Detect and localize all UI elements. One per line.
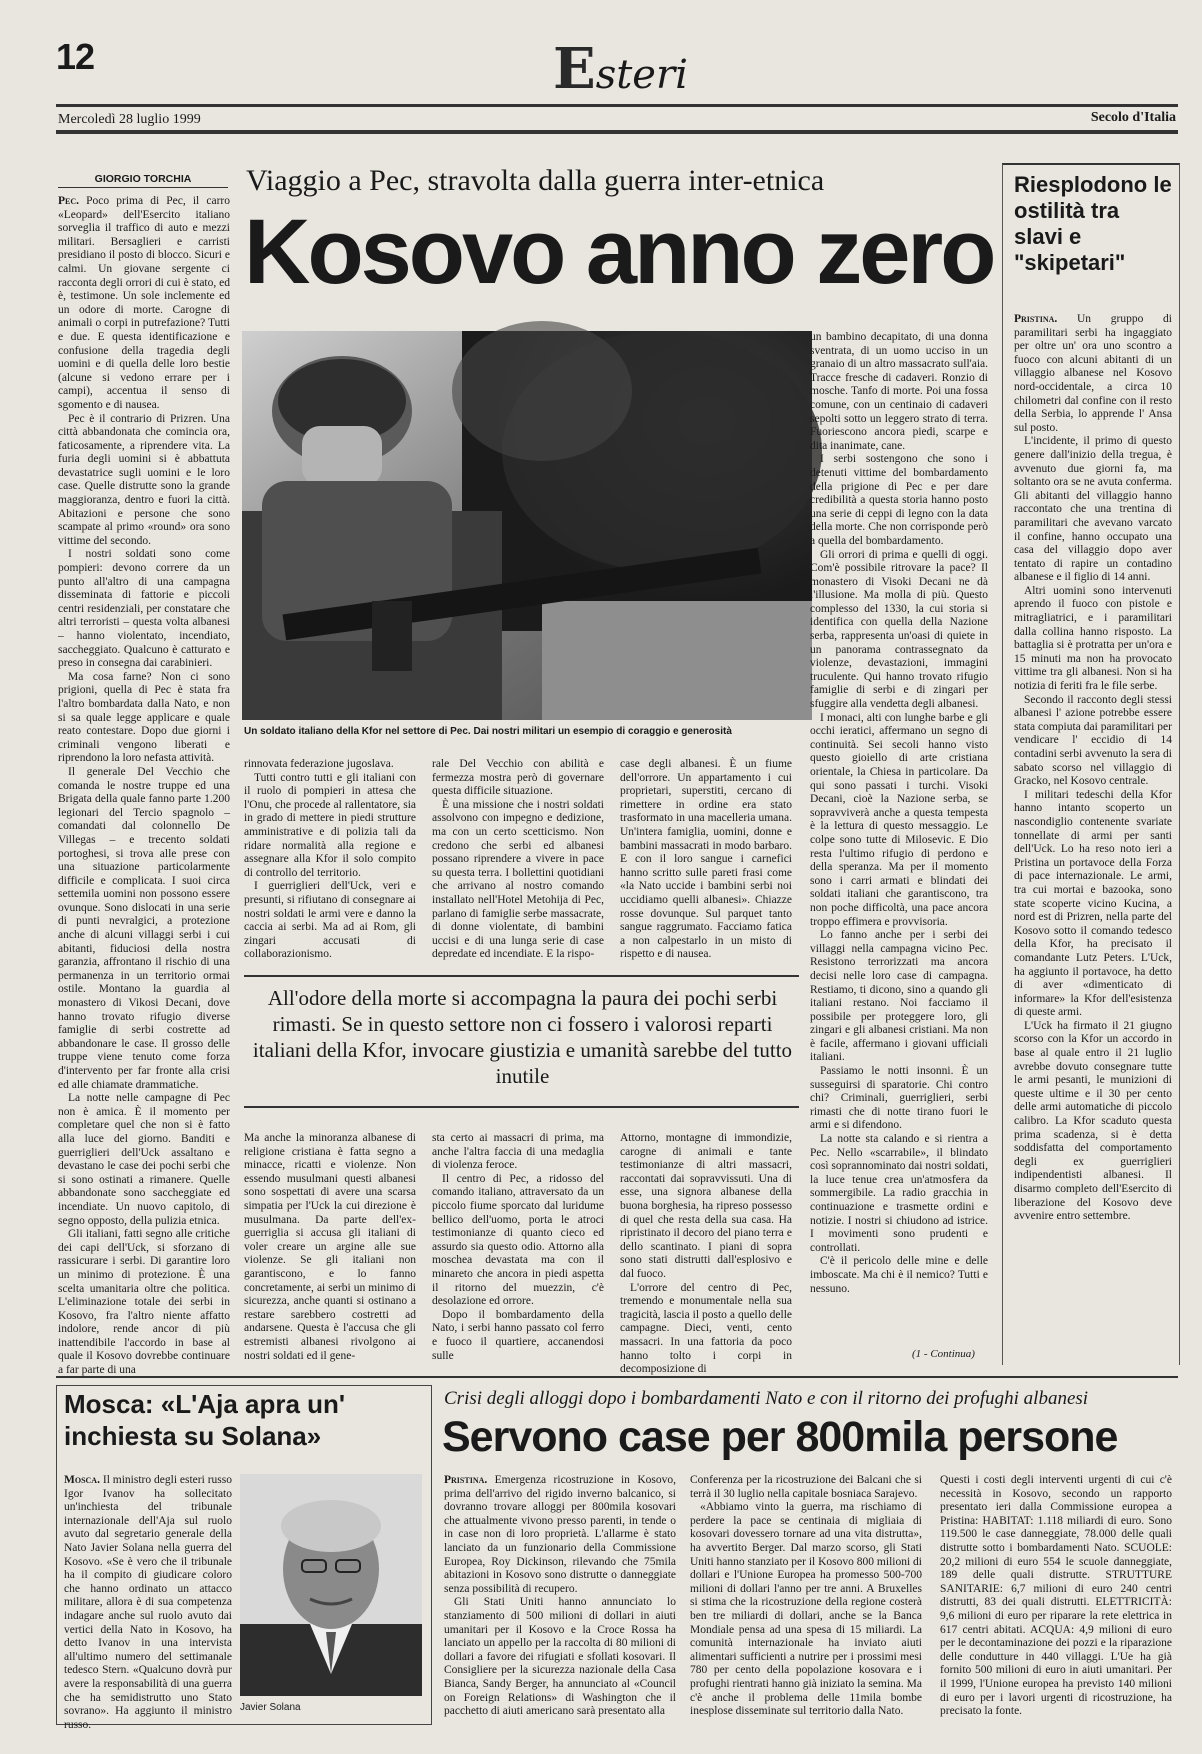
paragraph-text: L'incidente, il primo di questo genere dall'inizio della tregua, è avvenuto due giorni fa, ma soltanto ora se ne avuta conferma. Gli abitanti del villaggio hanno raccontato che una trentina di paramilitari che avevano varcato il confine, hanno occupato una casa del villaggio dopo aver tentato di rapire un contadino albanese e il figlio di 14 anni.: [1014, 435, 1172, 584]
paragraph: [1014, 435, 1172, 585]
paragraph-text: Ma cosa farne? Non ci sono prigioni, quella di Pec è stata fra l'altro bombardata dalla Nato, e non si sa quale legge applicare e quale reato contestare. Dopo due giorni i criminali vengono liberati e riprendono la loro nefasta attività.: [58, 670, 230, 765]
author-byline: GIORGIO TORCHIA: [58, 173, 228, 188]
paragraph-text: «Abbiamo vinto la guerra, ma rischiamo di perdere la pace se centinaia di migliaia di kosovari dovessero tornare ad una vita distrutta», ha avvertito Berger. Dal marzo scorso, gli Stati Uniti hanno stanziato per il Kosovo 800 milioni di dollari e l'Unione Europea ha promesso 500-700 milioni di dollari l'anno per tre anni. A Bruxelles si stima che la ricostruzione della regione costerà ben tre miliardi di dollari, anche se la Banca Mondiale pensa ad una spesa di 15 miliardi. La comunità internazionale ha inviato aiuti alimentari sufficienti a nutrire per i prossimi mesi 780 per cento della popolazione kosovara e i profughi rientrati hanno già iniziato la semina. Ma c'è anche il problema delle 11mila bombe inesplose disseminate sul territorio dalla Nato.: [690, 1501, 922, 1718]
paragraph-text: L'Uck ha firmato il 21 giugno scorso con la Kfor un accordo in base al quale entro il 21 luglio avrebbe dovuto consegnare tutte le armi pesanti, le munizioni di queste ultime e il 30 per cento delle armi automatiche di piccolo calibro. La Kfor scaduto questa prima scadenza, si è detta soddisfatta del comportamento degli ex guerriglieri indipendentisti albanesi. Il disarmo completo dell'Esercito di liberazione del Kosovo deve avvenire entro settembre.: [1014, 1019, 1172, 1223]
paragraph-text: I guerriglieri dell'Uck, veri e presunti, si rifiutano di consegnare ai nostri soldati le armi vere e danno la caccia ai serbi. Ma ad ai Rom, gli zingari accusati di collaborazionismo.: [244, 880, 416, 961]
mosca-body: [64, 1474, 232, 1731]
paragraph: [58, 1092, 230, 1228]
paragraph: [58, 413, 230, 549]
paragraph: [810, 929, 988, 1065]
paragraph: [690, 1474, 922, 1501]
section-rest: steri: [595, 52, 688, 98]
main-col2: [244, 758, 416, 968]
dateline: Mosca.: [64, 1474, 100, 1486]
header-newspaper: Secolo d'Italia: [1090, 110, 1176, 125]
paragraph-text: L'orrore del centro di Pec, tremendo e monumentale nella sua tragicità, lascia il posto a quello delle campagne. Dieci, venti, cento massacri. In una fattoria da poco hanno tolto i corpi in decomposizione di: [620, 1281, 792, 1376]
paragraph-text: Pec è il contrario di Prizren. Una città abbandonata che comincia ora, faticosamente, a riprendere vita. La furia degli uomini si è abbattuta devastatrice sugli uomini e le loro case. Quelle distrutte sono la grande maggioranza, dentro e fuori la città. Abitazioni e persone che sono scampate al primo «round» ora sono vittime del secondo.: [58, 412, 230, 547]
lower-col2: [432, 1132, 604, 1360]
paragraph: [810, 549, 988, 712]
paragraph: [432, 1173, 604, 1309]
main-headline: Kosovo anno zero: [244, 201, 994, 303]
paragraph-text: Emergenza ricostruzione in Kosovo, prima dell'arrivo del rigido inverno balcanico, si dovranno trovare alloggi per 800mila kosovari che attualmente vivono presso parenti, in tende o in case non di loro proprietà. L'allarme è stato lanciato da un funzionario della Commissione Europea, Roy Dickinson, rilevando che 75mila abitazioni in Kosovo sono distrutte o danneggiate senza possibilità di recupero.: [444, 1474, 676, 1595]
header-rule-top: [56, 104, 1178, 107]
paragraph: [620, 1132, 792, 1282]
paragraph: [58, 548, 230, 670]
soldier-photo: [242, 331, 812, 720]
mosca-headline: Mosca: «L'Aja apra un' inchiesta su Solana»: [64, 1389, 346, 1451]
paragraph: [810, 1133, 988, 1255]
housing-col2: [690, 1474, 922, 1749]
paragraph: [432, 758, 604, 799]
paragraph-text: La notte nelle campagne di Pec non è amica. È il momento per completare quel che non si è fatto alla luce del giorno. Banditi e guerriglieri dell'Uck assaltano e devastano le case dei pochi serbi che si sono ostinati a rimanere. Quelle abbandonate sono saccheggiate ed incendiate. Un nuovo capitolo, di segno opposto, della pulizia etnica.: [58, 1092, 230, 1227]
paragraph-text: rinnovata federazione jugoslava.: [244, 758, 394, 770]
paragraph-text: Un gruppo di paramilitari serbi ha ingaggiato per oltre un' ora uno scontro a fuoco con alcuni abitanti di un villaggio albanese nel Kosovo nord-occidentale, a circa 10 chilometri dal confine con il resto della Serbia, lo apprende l' Ansa sul posto.: [1014, 313, 1172, 434]
paragraph-text: Passiamo le notti insonni. È un susseguirsi di sparatorie. Chi contro chi? Criminali, guerriglieri, serbi rimasti che di notte tirano fuori le armi e si difendono.: [810, 1065, 988, 1132]
paragraph-text: Attorno, montagne di immondizie, carogne di animali e tante testimonianze di altri massacri, raccontati dai sopravvissuti. Una di esse, una signora albanese della buona borghesia, ha ripreso possesso di quel che resta della sua casa. Ha ripristinato il decoro del piano terra e dello scantinato. I piani di sopra sono stati distrutti dall'esplosivo e dal fuoco.: [620, 1132, 792, 1280]
paragraph: [810, 1255, 988, 1296]
paragraph: [444, 1596, 676, 1718]
paragraph-text: un bambino decapitato, di una donna sventrata, di un uomo ucciso in un granaio di un altro massacrato sull'aia. Tracce fresche di cadaveri. Ronzio di mosche. Tanfo di morte. Poi una fossa comune, con un centinaio di cadaveri sepolti sotto un leggero strato di terra. Fuoriescono ancora piedi, scarpe e dita inanimate, cane.: [810, 331, 988, 452]
paragraph-text: È una missione che i nostri soldati assolvono con impegno e dedizione, ma con un certo scetticismo. Non credono che serbi ed albanesi possano riprendere a vivere in pace su questa terra. I bollettini quotidiani che arrivano al nostro comando installato nell'Hotel Metohija di Pec, parlano di famiglie serbe massacrate, di donne violentate, di bambini uccisi e di una lunga serie di case depredate ed incendiate. E la rispo-: [432, 798, 604, 961]
paragraph-text: Il ministro degli esteri russo Igor Ivanov ha sollecitato un'inchiesta del tribunale internazionale dell'Aja sul ruolo avuto dal segretario generale della Nato Javier Solana nella guerra del Kosovo. «Se è vero che il tribunale ha il compito di giudicare coloro che hanno ordinato un attacco militare, allora è di sua competenza indagare anche sul ruolo avuto dai vertici della Nato in Kosovo, ha detto Ivanov in una intervista all'ultimo numero del settimanale tedesco Stern. «Qualcuno dovrà pur avere la responsabilità di una guerra che ha semidistrutto uno Stato sovrano». Ha aggiunto il ministro russo.: [64, 1474, 232, 1731]
paragraph: [810, 331, 988, 453]
main-col5: [810, 331, 988, 1346]
paragraph-text: I monaci, alti con lunghe barbe e gli occhi ieratici, affermano un segno di continuità. Sei secoli hanno visto questo gioiello di arte cristiana orientale, la Chiesa in particolare. Da qui sono passati i turchi. Visoki Decani, cioè la Nazione serba, se sopravviverà anche a questa tempesta è la lettura di questo messaggio. Le colpe sono tutte di Milosevic. E Dio resta l'ultimo rifugio di perdono e della speranza. Ma per il momento sono i carri armati e blindati dei soldati italiani che garantiscono, tra non poche difficoltà, una pace ancora troppo effimera e provvisoria.: [810, 711, 988, 928]
paragraph-text: I nostri soldati sono come pompieri: devono correre da un punto all'altro di una campagna disseminata di fattorie e piccoli centri residenziali, per constatare che altri terroristi – questa volta albanesi – hanno violentato, incendiato, saccheggiato. Qualcuno è catturato e preso in consegna dai carabinieri.: [58, 548, 230, 670]
paragraph: [244, 758, 416, 772]
paragraph-text: Il generale Del Vecchio che comanda le nostre truppe ed una Brigata della quale fanno parte 1.200 legionari del Tercio spagnolo – comandati dal colonnello De Villegas – e trecento soldati portoghesi, si trova alle prese con una situazione particolarmente difficile e complicata. I suoi circa settemila uomini non possono essere ovunque. Sono dislocati in una serie di punti nevralgici, a protezione anche di alcuni villaggi serbi i cui abitanti, fiduciosi della nostra garanzia, affrontano il rischio di una permanenza in un territorio ormai ostile. Montano la guardia al monastero di Vikosi Decani, dove hanno trovato rifugio diverse famiglie di serbi costrette ad abbandonare le case. Il grosso delle truppe viene tenuto come forza d'intervento per far fronte alla crisi ed alle chiamate drammatiche.: [58, 765, 230, 1091]
lower-col3: [620, 1132, 792, 1376]
sidebar-body: [1014, 313, 1172, 1353]
dateline: Pristina.: [1014, 313, 1058, 325]
paragraph-text: Altri uomini sono intervenuti aprendo il fuoco con pistole e mitragliatrici, e i paramilitari dalla collina hanno risposto. La battaglia si è protratta per un'ora e 15 minuti ma non ha provocato vittime tra gli albanesi. Non si ha notizia di feriti fra le file serbe.: [1014, 584, 1172, 693]
paragraph-text: Il centro di Pec, a ridosso del comando italiano, attraversato da un piccolo fiume sporcato dal luridume bellico dell'uomo, porta le atroci testimonianze di quanto cieco ed assurdo sia questo odio. Attorno alla moschea devastata ma con il minareto che ancora in piedi aspetta il ritorno del muezzin, c'è desolazione ed orrore.: [432, 1172, 604, 1308]
paragraph: [58, 671, 230, 766]
paragraph: [58, 1228, 230, 1378]
paragraph: [432, 1309, 604, 1363]
paragraph-text: sta certo ai massacri di prima, ma anche l'altra faccia di una medaglia di violenza feroce.: [432, 1132, 604, 1172]
housing-headline: Servono case per 800mila persone: [442, 1413, 1118, 1461]
paragraph-text: Questi i costi degli interventi urgenti di cui c'è necessità in Kosovo, secondo un rapporto presentato ieri dalla Commissione europea a Pristina: HABITAT: 1.118 miliardi di euro. Sono 119.500 le case danneggiate, 78.000 delle quali distrutte sotto i bombardamenti Nato. SCUOLE: 20,2 milioni di euro 554 le scuole danneggiate, 189 delle quali distrutte. STRUTTURE SANITARIE: 6,7 milioni di euro 240 centri distrutti, 83 dei quali distrutti. ELETTRICITÀ: 9,6 milioni di euro per riparare la rete elettrica in 617 centri abitati. ACQUA: 4,9 milioni di euro per le decontaminazione dei pozzi e la riparazione delle condutture in 440 villaggi. L'Ue ha già fornito 500 milioni di euro in aiuti umanitari. Per il 1999, l'Unione europea ha previsto 140 milioni di euro per i lavori urgenti di ricostruzione, ha precisato la fonte.: [940, 1474, 1172, 1718]
pull-quote: All'odore della morte si accompagna la paura dei pochi serbi rimasti. Se in questo settore non ci fossero i valorosi reparti italiani della Kfor, invocare giustizia e umanità sarebbe del tutto inutile: [252, 986, 793, 1088]
paragraph-text: La notte sta calando e si rientra a Pec. Nello «scarrabile», il blindato così soprannominato dai nostri soldati, la luce tenue crea un'atmosfera da sommergibile. La radio gracchia in continuazione e trasmette ordini e notizie. I nostri si chiudono ad istrice. I movimenti sono prudenti e controllati.: [810, 1133, 988, 1254]
paragraph: [58, 766, 230, 1092]
main-kicker: Viaggio a Pec, stravolta dalla guerra inter-etnica: [246, 164, 825, 197]
paragraph-text: Dopo il bombardamento della Nato, i serbi hanno passato col ferro e fuoco il quartiere, accanendosi sulle: [432, 1308, 604, 1362]
paragraph-text: Poco prima di Pec, il carro «Leopard» dell'Esercito italiano sorveglia il traffico di auto e mezzi militari. Bersaglieri e carristi presidiano il posto di blocco. Sicuri e calmi. Un giovane sergente ci racconta degli orrori di cui è stato, ed è, testimone. Un sole inclemente ed un odore di morte. Carogne di animali o corpi in putrefazione? Tutti e due. E questa identificazione e confusione della tragedia degli uomini e di quella delle loro bestie (alcune si vedono errare per i campi), accentua il senso di sgomento e di nausea.: [58, 195, 230, 411]
paragraph-text: I militari tedeschi della Kfor hanno intanto scoperto un nascondiglio contenente svariate tonnellate di armi per santi dell'Uck. Lo ha reso noto ieri a Pristina un portavoce della Forza di pace internazionale. Le armi, tra cui mortai e bazooka, sono state scoperte vicino Kucina, a nord est di Prizren, nella parte del Kosovo sotto il comando tedesco della Kfor, ha precisato il comandante Lutz Peters. L'Uck, ha aggiunto il portavoce, ha detto di aver «dimenticato di informare» la Kfor dell'esistenza di queste armi.: [1014, 788, 1172, 1019]
paragraph-text: case degli albanesi. È un fiume dell'orrore. Un appartamento i cui proprietari, superstiti, cercano di rimettere in ordine era stato trasformato in una macelleria umana. Un'intera famiglia, uomini, donne e bambini massacrati in modo barbaro. E con il loro sangue i carnefici hanno scritto sulle pareti frasi come «la Nato uccide i bambini serbi noi uccidiamo quelli albanesi». Chiazze rosse dovunque. Sul parquet tanto sangue raggrumato. Facciamo fatica a non calpestarlo in un misto di rispetto e di nausea.: [620, 758, 792, 961]
page-number: 12: [56, 36, 95, 77]
paragraph-text: Gli Stati Uniti hanno annunciato lo stanziamento di 500 milioni di dollari in aiuti umanitari per il Kosovo e la Croce Rossa ha lanciato un appello per la raccolta di 80 milioni di dollari a favore dei rifugiati e sfollati kosovari. Il Consigliere per la sicurezza nazionale della Casa Bianca, Sandy Berger, ha annunciato al «Council on Foreign Relations» di Washington che il pacchetto di aiuti americano sarà presentato alla: [444, 1596, 676, 1718]
housing-kicker: Crisi degli alloggi dopo i bombardamenti Nato e con il ritorno dei profughi albanesi: [444, 1388, 1089, 1409]
housing-col3: [940, 1474, 1172, 1749]
solana-photo: [240, 1474, 422, 1696]
solana-portrait: [240, 1474, 422, 1696]
paragraph: [244, 1132, 416, 1363]
paragraph: [244, 880, 416, 962]
paragraph: [810, 712, 988, 930]
pullquote-rule-top: [244, 975, 799, 977]
paragraph: [432, 799, 604, 962]
paragraph: [810, 1065, 988, 1133]
continua-note: (1 - Continua): [912, 1348, 975, 1360]
photo-caption: Un soldato italiano della Kfor nel settore di Pec. Dai nostri militari un esempio di coraggio e generosità: [244, 726, 732, 737]
paragraph-text: Tutti contro tutti e gli italiani con il ruolo di pompieri in attesa che l'Onu, che procede al rallentatore, sia in grado di mettere in piedi strutture amministrative e di polizia tali da ridare normalità alla regione e assegnare alla Kfor il solo compito di controllo del territorio.: [244, 771, 416, 879]
paragraph: [940, 1474, 1172, 1719]
paragraph: [58, 195, 230, 413]
paragraph: [690, 1501, 922, 1719]
paragraph-text: Gli orrori di prima e quelli di oggi. Com'è possibile ritrovare la pace? Il monastero di Visoki Decani ne dà l'illusione. Ma molla di più. Questo complesso del 1330, la cui storia si identifica con quella della Nazione serba, rappresenta un'oasi di quiete in un panorama contrassegnato da violenze, devastazioni, immagini truculente. Qui hanno trovato rifugio famiglie di serbi e di zingari per sfuggire alla vendetta degli albanesi.: [810, 548, 988, 711]
section-initial: E: [553, 36, 596, 102]
paragraph: [1014, 789, 1172, 1020]
paragraph-text: C'è il pericolo delle mine e delle imboscate. Ma chi è il nemico? Tutti e nessuno.: [810, 1255, 988, 1295]
sidebar-headline: Riesplodono le ostilità tra slavi e "skipetari": [1014, 172, 1172, 275]
paragraph: [244, 772, 416, 881]
paragraph: [64, 1474, 232, 1732]
pullquote-rule-bottom: [244, 1106, 799, 1108]
main-col3: [432, 758, 604, 968]
soldier-photo-image: [242, 331, 812, 720]
paragraph: [432, 1132, 604, 1173]
lower-col1: [244, 1132, 416, 1360]
paragraph-text: rale Del Vecchio con abilità e fermezza mostra però di governare questa difficile situazione.: [432, 758, 604, 798]
paragraph: [1014, 313, 1172, 435]
paragraph: [620, 1282, 792, 1377]
paragraph-text: I serbi sostengono che sono i detenuti vittime del bombardamento della prigione di Pec e per dare credibilità a questa storia hanno posto una serie di ceppi di legno con la data della morte. Che non corrisponde però a quella del bombardamento.: [810, 453, 988, 547]
paragraph-text: Conferenza per la ricostruzione dei Balcani che si terrà il 30 luglio nella capitale bosniaca Sarajevo.: [690, 1474, 922, 1500]
dateline: Pristina.: [444, 1474, 488, 1486]
paragraph: [620, 758, 792, 962]
paragraph: [1014, 694, 1172, 789]
housing-col1: [444, 1474, 676, 1749]
paragraph-text: Ma anche la minoranza albanese di religione cristiana è fatta segno a minacce, ricatti e violenze. Non essendo musulmani questi albanesi sono sospettati di avere una scarsa simpatia per l'Uck la cui direzione è musulmana. Da parte dell'ex-guerriglia si accusa gli italiani di voler creare un argine alle sue violenze. Se gli italiani non garantiscono, e lo fanno concretamente, ai serbi un minimo di sicurezza, anche quanti si ostinano a restare sarebbero costretti ad andarsene. Questa è l'accusa che gli estremisti albanesi rivolgono ai nostri soldati ed il gene-: [244, 1132, 416, 1362]
header-date: Mercoledì 28 luglio 1999: [58, 112, 201, 127]
paragraph: [444, 1474, 676, 1596]
solana-caption: Javier Solana: [240, 1702, 301, 1713]
bottom-rule: [56, 1376, 1178, 1378]
paragraph-text: Gli italiani, fatti segno alle critiche dei capi dell'Uck, si sforzano di rassicurare i serbi. Di garantire loro un minimo di protezione. È una scelta umanitaria oltre che politica. L'eliminazione totale dei serbi in Kosovo, fra l'altro niente affatto indolore, rende ancor di più inattendibile l'accordo in base al quale il Kosovo dovrebbe continuare a far parte di una: [58, 1228, 230, 1377]
paragraph: [1014, 1020, 1172, 1224]
paragraph-text: Secondo il racconto degli stessi albanesi l' azione potrebbe essere stata compiuta dai paramilitari per vendicare l' eccidio di 14 contadini serbi avvenuto la sera di sabato scorso nel villaggio di Gracko, nel Kosovo centrale.: [1014, 693, 1172, 788]
section-title: [553, 36, 688, 102]
paragraph: [1014, 585, 1172, 694]
dateline: Pec.: [58, 195, 80, 207]
paragraph-text: Lo fanno anche per i serbi dei villaggi nella campagna vicino Pec. Resistono terrorizzati ma ancora decisi nelle loro case di campagna. Restiamo, ti dicono, sino a quando gli italiani restano. Noi facciamo il possibile per proteggere loro, gli zingari e gli albanesi cristiani. Ma non è facile, affermano i giovani ufficiali italiani.: [810, 929, 988, 1064]
header-rule-bottom: [56, 130, 1178, 134]
paragraph: [810, 453, 988, 548]
main-col4: [620, 758, 792, 968]
